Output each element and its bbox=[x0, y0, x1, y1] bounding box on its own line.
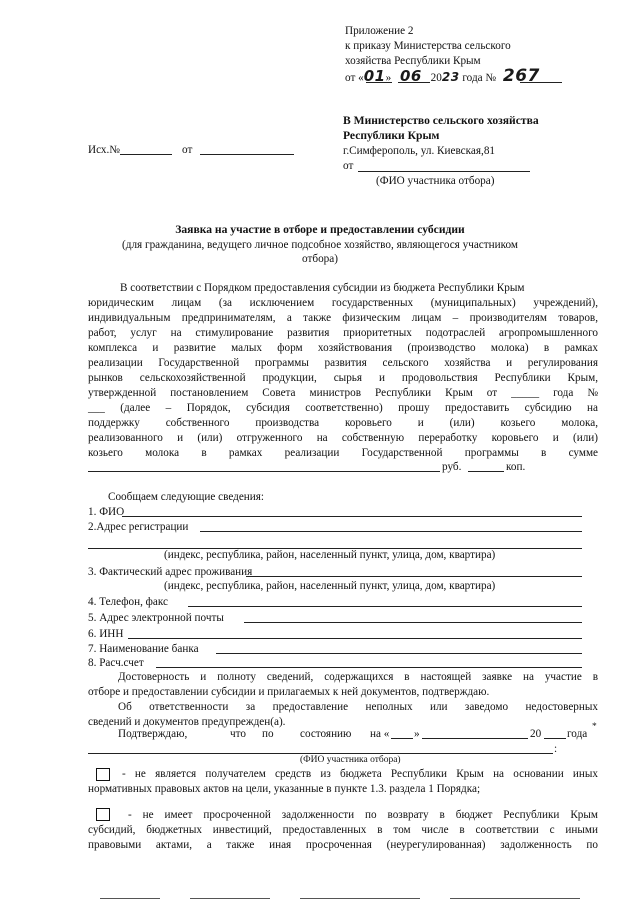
field-account-label: 8. Расч.счет bbox=[88, 657, 144, 669]
confirm-paragraph-2b: сведений и документов предупрежден(а). bbox=[88, 716, 286, 728]
confirm-word: 20 bbox=[530, 728, 542, 740]
body-line: индивидуальным предпринимателям, а также физическим лицам – производителям товаров, bbox=[88, 312, 598, 324]
field-email-blank[interactable] bbox=[244, 622, 582, 623]
confirm-word: состоянию bbox=[300, 728, 352, 740]
field-inn-blank[interactable] bbox=[128, 638, 582, 639]
addressee-fio-hint: (ФИО участника отбора) bbox=[376, 175, 495, 187]
body-line: реализованного и (или) отгруженного на собственную переработку коровьего и (или) bbox=[88, 432, 598, 444]
body-line: работ, услуг на стимулирование развития приоритетных подотраслей агропромышленного bbox=[88, 327, 598, 339]
confirm-word: года bbox=[567, 728, 588, 740]
addressee-from-label: от bbox=[343, 160, 354, 172]
appendix-order-line: к приказу Министерства сельского bbox=[345, 40, 511, 52]
sum-kop-label: коп. bbox=[506, 461, 526, 473]
scan-edge-mark bbox=[100, 898, 160, 899]
day-underline bbox=[366, 82, 392, 83]
confirm-day-blank[interactable] bbox=[391, 738, 413, 739]
application-subtitle-2: отбора) bbox=[302, 253, 338, 265]
info-intro: Сообщаем следующие сведения: bbox=[108, 491, 265, 503]
scan-edge-mark bbox=[190, 898, 270, 899]
field-email-label: 5. Адрес электронной почты bbox=[88, 612, 224, 624]
field-fio-blank[interactable] bbox=[122, 516, 582, 517]
field-fio-label: 1. ФИО bbox=[88, 506, 125, 518]
field-actual-address-blank[interactable] bbox=[246, 576, 582, 577]
confirm-month-blank[interactable] bbox=[422, 738, 528, 739]
outgoing-number-blank bbox=[120, 154, 172, 155]
date-year-handwritten: 23 bbox=[441, 70, 460, 84]
outgoing-number-label: Исх.№ bbox=[88, 144, 120, 156]
body-line: рынков сельскохозяйственной продукции, сырья и продовольствия Республики Крым, bbox=[88, 372, 598, 384]
date-month-handwritten: 06 bbox=[400, 67, 422, 85]
body-line: козьего молока в рамках реализации Государственной программы в сумме bbox=[88, 447, 598, 459]
field-phone-label: 4. Телефон, факс bbox=[88, 596, 169, 608]
body-line: утвержденной постановлением Совета министров Республики Крым от _____ года № bbox=[88, 387, 598, 399]
date-day-handwritten: 01 bbox=[363, 67, 386, 85]
order-number-handwritten: 267 bbox=[502, 66, 540, 86]
scan-edge-mark bbox=[450, 898, 580, 899]
date-mid: » bbox=[385, 72, 392, 84]
confirm-word: по bbox=[262, 728, 274, 740]
confirm-paragraph-1a: Достоверность и полноту сведений, содержащихся в настоящей заявке на участие в bbox=[118, 671, 598, 683]
outgoing-date-blank bbox=[200, 154, 294, 155]
month-underline bbox=[398, 82, 430, 83]
sum-blank bbox=[88, 471, 440, 472]
actual-address-hint: (индекс, республика, район, населенный пункт, улица, дом, квартира) bbox=[164, 580, 496, 592]
confirm-paragraph-2a: Об ответственности за предоставление неполных или заведомо недостоверных bbox=[118, 701, 598, 713]
field-inn-label: 6. ИНН bbox=[88, 628, 124, 640]
appendix-title: Приложение 2 bbox=[345, 25, 414, 37]
field-phone-blank[interactable] bbox=[188, 606, 582, 607]
scan-edge-mark bbox=[300, 898, 420, 899]
confirm-word: на « bbox=[370, 728, 390, 740]
body-line: юридическим лицам (за исключением государственных (муниципальных) учреждений), bbox=[88, 297, 598, 309]
application-title: Заявка на участие в отборе и предоставлении субсидии bbox=[175, 223, 465, 236]
body-line: ___ (далее – Порядок, субсидия соответственно) прошу предоставить субсидию на bbox=[88, 402, 598, 414]
body-line: поддержку собственного производства коровьего и (или) козьего молока, bbox=[88, 417, 598, 429]
field-bank-blank[interactable] bbox=[216, 653, 582, 654]
check-1-line-b: нормативных правовых актов на цели, указанные в пункте 1.3. раздела 1 Порядка; bbox=[88, 783, 481, 795]
confirm-fio-blank[interactable] bbox=[88, 753, 553, 754]
confirm-word: » bbox=[414, 728, 420, 740]
checkbox-no-overdue-debt[interactable] bbox=[96, 808, 110, 821]
date-year-print: 20 bbox=[430, 72, 442, 84]
sum-kop-blank bbox=[468, 471, 504, 472]
date-prefix: от « bbox=[345, 72, 364, 84]
field-actual-address-label: 3. Фактический адрес проживания bbox=[88, 566, 253, 578]
checkbox-not-recipient[interactable] bbox=[96, 768, 110, 781]
field-bank-label: 7. Наименование банка bbox=[88, 643, 199, 655]
confirm-year-blank[interactable] bbox=[544, 738, 566, 739]
sum-rub-label: руб. bbox=[442, 461, 462, 473]
registration-hint: (индекс, республика, район, населенный пункт, улица, дом, квартира) bbox=[164, 549, 496, 561]
confirm-star: * bbox=[592, 722, 597, 732]
appendix-ministry-line: хозяйства Республики Крым bbox=[345, 55, 481, 67]
confirm-word: что bbox=[230, 728, 246, 740]
confirm-fio-hint: (ФИО участника отбора) bbox=[300, 755, 401, 765]
outgoing-date-label: от bbox=[182, 144, 193, 156]
number-underline bbox=[520, 82, 562, 83]
check-2-line-a: - не имеет просроченной задолженности по возврату в бюджет Республики Крым bbox=[128, 809, 598, 821]
check-2-line-c: правовыми актами, а также иная просроченная (неурегулированная) задолженность по bbox=[88, 839, 598, 851]
application-subtitle-1: (для гражданина, ведущего личное подсобное хозяйство, являющегося участником bbox=[122, 239, 518, 251]
addressee-from-blank bbox=[358, 171, 530, 172]
field-registration-label: 2.Адрес регистрации bbox=[88, 521, 189, 533]
confirm-word: Подтверждаю, bbox=[118, 728, 188, 740]
check-1-line-a: - не является получателем средств из бюджета Республики Крым на основании иных bbox=[122, 768, 598, 780]
confirm-paragraph-1b: отборе и предоставлении субсидии и прилагаемых к ней документов, подтверждаю. bbox=[88, 686, 490, 698]
body-line: реализации Государственной программы развития сельского хозяйства и регулирования bbox=[88, 357, 598, 369]
addressee-republic: Республики Крым bbox=[343, 129, 440, 142]
addressee-ministry: В Министерство сельского хозяйства bbox=[343, 114, 539, 127]
body-line: комплекса и развитие малых форм хозяйствования (производство молока) в рамках bbox=[88, 342, 598, 354]
check-2-line-b: субсидий, бюджетных инвестиций, предоставленных в том числе в соответствии с иными bbox=[88, 824, 598, 836]
confirm-fio-colon: : bbox=[554, 743, 558, 755]
date-year-suffix: года № bbox=[462, 72, 497, 84]
field-registration-blank[interactable] bbox=[200, 531, 582, 532]
body-first-line: В соответствии с Порядком предоставления субсидии из бюджета Республики Крым bbox=[120, 282, 525, 294]
addressee-address: г.Симферополь, ул. Киевская,81 bbox=[343, 145, 496, 157]
field-account-blank[interactable] bbox=[156, 667, 582, 668]
